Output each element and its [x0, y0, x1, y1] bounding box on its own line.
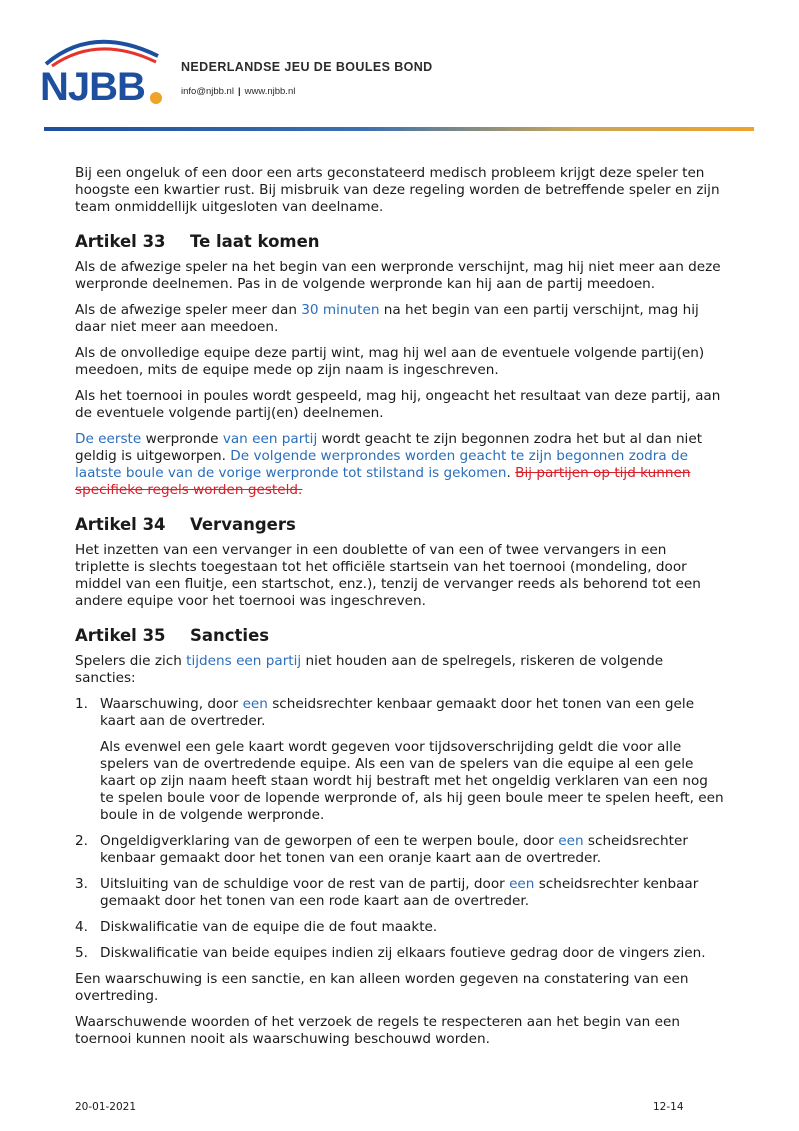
article-33-heading — [75, 231, 725, 253]
header-rule — [44, 127, 754, 131]
revised-text: 30 minuten — [301, 302, 380, 318]
list-item: 4. Diskwalificatie van de equipe die de fout maakte. — [75, 919, 438, 935]
art33-paragraph-2: Als de afwezige speler meer dan 30 minuten na het begin van een partij verschijnt, mag hij daar niet meer aan meedoen. — [75, 302, 699, 335]
art33-paragraph-1: Als de afwezige speler na het begin van een werpronde verschijnt, mag hij niet meer aan deze werpronde deelnemen. Pas in de volgende werpronde kan hij aan de partij meedoen. — [75, 259, 721, 292]
footer-page-number: 12-14 — [653, 1101, 684, 1113]
art33-paragraph-5: De eerste werpronde van een partij wordt geacht te zijn begonnen zodra het but al dan niet geldig is uitgeworpen. De volgende werprondes worden geacht te zijn begonnen zodra de laatste boule van de vorige werpronde tot stilstand is gekomen. Bij partijen op tijd kunnen specifieke regels worden gesteld. — [75, 431, 703, 498]
revised-text: van een partij — [222, 431, 318, 447]
article-number: Artikel 35 — [75, 626, 166, 645]
art34-paragraph-1: Het inzetten van een vervanger in een doublette of van een of twee vervangers in een triplette is slechts toegestaan tot het officiële startsein van het toernooi (mondeling, door middel van een fluitje, een startschot, enz.), tenzij de vervanger reeds als behorend tot een andere equipe voor het toernooi was ingeschreven. — [75, 542, 701, 609]
article-title: Sancties — [190, 626, 270, 645]
list-item: 3. Uitsluiting van de schuldige voor de rest van de partij, door een scheidsrechter kenbaar gemaakt door het tonen van een rode kaart aan de overtreder. — [75, 876, 699, 909]
page-header — [0, 0, 799, 135]
article-number: Artikel 33 — [75, 232, 166, 251]
revised-text: een — [242, 696, 268, 712]
contact-separator: | — [237, 86, 241, 97]
article-title: Te laat komen — [190, 232, 320, 251]
art35-paragraph-after-1: Een waarschuwing is een sanctie, en kan alleen worden gegeven na constatering van een overtreding. — [75, 971, 689, 1004]
article-34-heading — [75, 514, 725, 536]
list-item-note: Als evenwel een gele kaart wordt gegeven voor tijdsoverschrijding geldt die voor alle spelers van de overtredende equipe. Als een van de spelers van die equipe al een gele kaart op zijn naam heeft staan wordt hij bestraft met het ongeldig verklaren van een nog te spelen boule voor de lopende werpronde of, als hij geen boule meer te spelen heeft, een boule in de volgende werpronde. — [100, 739, 724, 823]
list-item: 2. Ongeldigverklaring van de geworpen of een te werpen boule, door een scheidsrechter kenbaar gemaakt door het tonen van een oranje kaart aan de overtreder. — [75, 833, 688, 866]
article-number: Artikel 34 — [75, 515, 166, 534]
revised-text: een — [558, 833, 584, 849]
org-name: NEDERLANDSE JEU DE BOULES BOND — [181, 60, 433, 74]
list-item: 1. Waarschuwing, door een scheidsrechter kenbaar gemaakt door het tonen van een gele kaart aan de overtreder. Als evenwel een gele kaart wordt gegeven voor tijdsoverschrijding geldt die voor alle spelers van de overtredende equipe. Als een van de spelers van die equipe al een gele kaart op zijn naam heeft staan wordt hij bestraft met het ongeldig verklaren van een nog te spelen boule voor de lopende werpronde of, als hij geen boule meer te spelen heeft, een boule in de volgende werpronde. — [75, 696, 724, 823]
deleted-text: Bij partijen op tijd kunnen specifieke regels worden gesteld. — [75, 465, 691, 498]
njbb-logo — [38, 32, 168, 112]
revised-text: tijdens een partij — [186, 653, 302, 669]
art35-paragraph-after-2: Waarschuwende woorden of het verzoek de regels te respecteren aan het begin van een toernooi kunnen nooit als waarschuwing beschouwd worden. — [75, 1014, 680, 1047]
article-title: Vervangers — [190, 515, 296, 534]
email-link[interactable]: info@njbb.nl — [181, 86, 234, 97]
revised-text: een — [509, 876, 535, 892]
art33-paragraph-3: Als de onvolledige equipe deze partij wint, mag hij wel aan de eventuele volgende partij(en) meedoen, mits de equipe mede op zijn naam is ingeschreven. — [75, 345, 705, 378]
art33-paragraph-4: Als het toernooi in poules wordt gespeeld, mag hij, ongeacht het resultaat van deze partij, aan de eventuele volgende partij(en) deelnemen. — [75, 388, 721, 421]
list-item: 5. Diskwalificatie van beide equipes indien zij elkaars foutieve gedrag door de vingers zien. — [75, 945, 706, 961]
sanctions-list — [75, 696, 725, 962]
intro-paragraph: Bij een ongeluk of een door een arts geconstateerd medisch probleem krijgt deze speler ten hoogste een kwartier rust. Bij misbruik van deze regeling worden de betreffende speler en zijn team onmiddellijk uitgesloten van deelname. — [75, 165, 720, 215]
logo-text: NJBB — [40, 65, 145, 109]
revised-text: De eerste — [75, 431, 142, 447]
revised-text: De volgende werprondes worden geacht te zijn begonnen zodra de laatste boule van de vorige werpronde tot stilstand is gekomen — [75, 448, 689, 481]
article-35-heading — [75, 625, 725, 647]
org-contact — [181, 86, 295, 97]
footer-date: 20-01-2021 — [75, 1101, 137, 1113]
document-body — [75, 165, 725, 1057]
website-link[interactable]: www.njbb.nl — [244, 86, 296, 97]
art35-intro: Spelers die zich tijdens een partij niet houden aan de spelregels, riskeren de volgende sancties: — [75, 653, 664, 686]
